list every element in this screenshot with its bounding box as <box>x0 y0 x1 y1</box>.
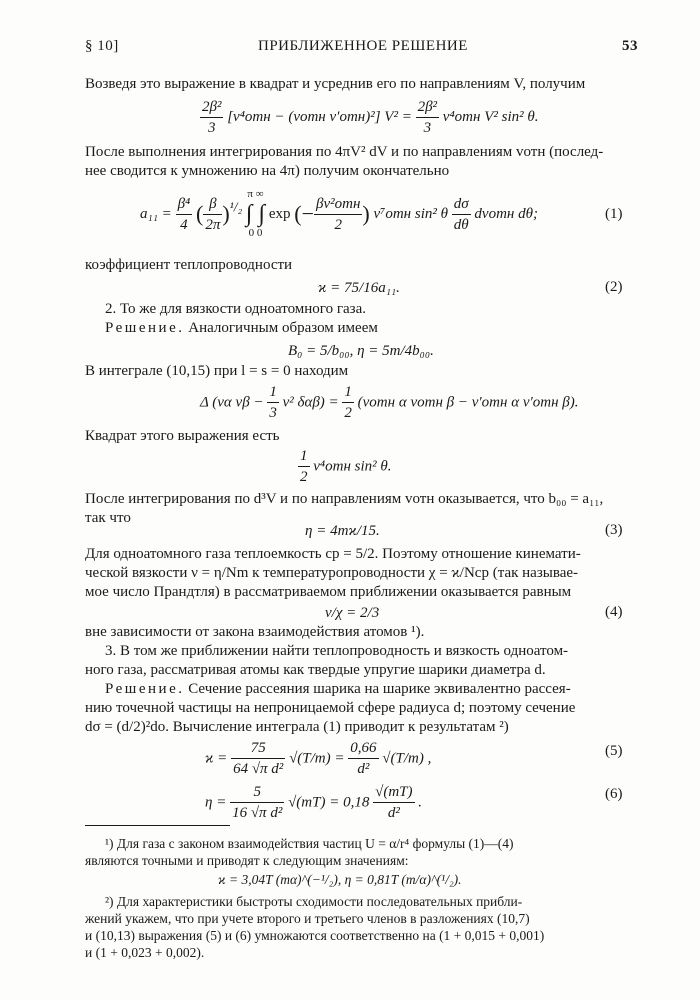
paragraph-4: В интеграле (10,15) при l = s = 0 находим <box>85 363 349 379</box>
equation-square-2: $\frac{1}{2}$ v⁴отн sin² θ. <box>300 448 392 485</box>
section-marker: § 10] <box>85 38 119 54</box>
equation-1: a₁₁ = $\frac{\text{β⁴}}{4}$ ( $\frac{\beta}{2\pi}$ )$^{^1/_2}$ π ∞ ∫ ∫ 0 0 exp (− $\frac{\text{βv²отн}}{2}$ ) v⁷отн sin² θ $\frac{d\sigma}{d\theta}$ dvотн dθ; <box>140 188 538 239</box>
equation-number-1: (1) <box>605 206 623 222</box>
problem-2-statement: 2. То же для вязкости одноатомного газа. <box>105 301 366 317</box>
equation-number-2: (2) <box>605 279 623 295</box>
equation-3: η = 4mϰ/15. <box>305 523 380 539</box>
paragraph-1: Возведя это выражение в квадрат и усреднив его по направлениям V, получим <box>85 76 586 92</box>
footnote-1-line-1: ¹) Для газа с законом взаимодействия частиц U = α/r⁴ формулы (1)—(4) <box>105 836 514 851</box>
problem-2-solution-intro: Решение. Аналогичным образом имеем <box>105 320 378 336</box>
problem-3-line-2: ного газа, рассматривая атомы как твердые упругие шарики диаметра d. <box>85 662 546 678</box>
problem-3-line-1: 3. В том же приближении найти теплопроводность и вязкость одноатом- <box>105 643 569 659</box>
equation-number-6: (6) <box>605 786 623 802</box>
equation-6: η = $\frac{5}{\text{16 √π d²}}$ √(mT) = 0,18 $\frac{√(mT)}{\text{d²}}$ . <box>205 784 423 821</box>
footnote-1-equation: ϰ = 3,04T (mα)^(−¹/₂), η = 0,81T (m/α)^(¹/₂). <box>218 872 462 887</box>
footnote-2-line-2: жений укажем, что при учете второго и третьего членов в разложениях (10,7) <box>85 911 530 926</box>
paragraph-2-line-1: После выполнения интегрирования по 4πV² dV и по направлениям vотн (послед- <box>85 144 604 160</box>
paragraph-7-line-3: мое число Прандтля) в рассматриваемом приближении оказывается равным <box>85 584 572 600</box>
footnote-2-line-1: ²) Для характеристики быстроты сходимости последовательных прибли- <box>105 894 523 909</box>
equation-4: ν/χ = 2/3 <box>325 605 380 621</box>
page-number: 53 <box>622 38 638 54</box>
paragraph-3: коэффициент теплопроводности <box>85 257 293 273</box>
equation-number-3: (3) <box>605 522 623 538</box>
equation-squared: $\frac{\text{2β²}}{3}$ [v⁴отн − (vотн v′отн)²] V² = $\frac{\text{2β²}}{3}$ v⁴отн V² sin² θ. <box>202 99 539 136</box>
equation-5: ϰ = $\frac{75}{\text{64 √π d²}}$ √(T/m) = $\frac{0,66}{\text{d²}}$ √(T/m) , <box>205 740 432 777</box>
paragraph-7-line-2: ческой вязкости ν = η/Nm к температуропроводности χ = ϰ/Ncp (так называе- <box>85 565 579 581</box>
paragraph-5: Квадрат этого выражения есть <box>85 428 280 444</box>
problem-3-solution-line-1: Решение. Сечение рассеяния шарика на шарике эквивалентно рассея- <box>105 681 571 697</box>
paragraph-7-line-1: Для одноатомного газа теплоемкость cp = 5/2. Поэтому отношение кинемати- <box>85 546 581 562</box>
footnote-1-line-2: являются точными и приводят к следующим значениям: <box>85 853 409 868</box>
paragraph-2-line-2: нее сводится к умножению на 4π) получим окончательно <box>85 163 450 179</box>
footnote-2-line-4: и (1 + 0,023 + 0,002). <box>85 945 205 960</box>
equation-number-4: (4) <box>605 604 623 620</box>
footnote-2-line-3: и (10,13) выражения (5) и (6) умножаются соответственно на (1 + 0,015 + 0,001) <box>85 928 545 943</box>
paragraph-6-line-2: так что <box>85 510 131 526</box>
paragraph-6-line-1: После интегрирования по d³V и по направлениям vотн оказывается, что b₀₀ = a₁₁, <box>85 491 604 507</box>
running-title: ПРИБЛИЖЕННОЕ РЕШЕНИЕ <box>258 38 468 54</box>
equation-delta: Δ (vα vβ − $\frac{1}{3}$ v² δαβ) = $\frac{1}{2}$ (vотн α vотн β − v′отн α v′отн β). <box>200 384 579 421</box>
equation-b00: B₀ = 5/b₀₀, η = 5m/4b₀₀. <box>288 343 434 359</box>
equation-number-5: (5) <box>605 743 623 759</box>
equation-2: ϰ = 75/16a₁₁. <box>318 280 400 296</box>
paragraph-8: вне зависимости от закона взаимодействия атомов ¹). <box>85 624 425 640</box>
footnote-divider <box>85 825 230 826</box>
problem-3-solution-line-3: dσ = (d/2)²do. Вычисление интеграла (1) приводит к результатам ²) <box>85 719 509 735</box>
problem-3-solution-line-2: нию точечной частицы на непроницаемой сфере радиуса d; поэтому сечение <box>85 700 576 716</box>
